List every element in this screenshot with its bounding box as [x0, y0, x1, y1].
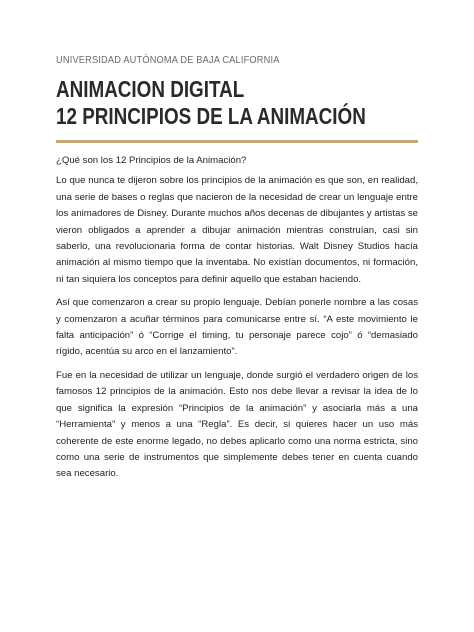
university-name: UNIVERSIDAD AUTÓNOMA DE BAJA CALIFORNIA: [56, 54, 280, 66]
document-page: [56, 54, 418, 490]
section-question: ¿Qué son los 12 Principios de la Animación?: [56, 155, 247, 166]
header-divider: [56, 140, 418, 143]
document-body: [56, 153, 418, 483]
document-subtitle: 12 PRINCIPIOS DE LA ANIMACIÓN: [56, 103, 366, 129]
document-title: ANIMACION DIGITAL: [56, 76, 245, 102]
paragraph-2: Así que comenzaron a crear su propio lenguaje. Debían ponerle nombre a las cosas y comenzaron a acuñar términos para comunicarse entre sí. “A este movimiento le falta anticipación” ó “Corrige el timing, tu personaje parece cojo” ó “demasiado rígido, acentúa su arco en el lanzamiento”.: [56, 297, 418, 358]
paragraph-3: Fue en la necesidad de utilizar un lenguaje, donde surgió el verdadero origen de los famosos 12 principios de la animación. Esto nos debe llevar a revisar la idea de lo que significa la expresión “Principios de la animación” y asociarla más a una “Herramienta” y menos a una “Regla”. Es decir, si quieres hacer un uso más coherente de este enorme legado, no debes aplicarlo como una norma estricta, sino como una serie de instrumentos que simplemente debes tener en cuenta cuando sea necesario.: [56, 369, 418, 480]
paragraph-1: Lo que nunca te dijeron sobre los principios de la animación es que son, en realidad, una serie de bases o reglas que nacieron de la necesidad de crear un lenguaje entre los animadores de Disney. Durante muchos años decenas de dibujantes y artistas se vieron obligados a aprender a dibujar animación mientras construían, casi sin saberlo, una revolucionaria forma de contar historias. Walt Disney Studios hacía animación al mismo tiempo que la inventaba. No existían documentos, ni formación, ni tan siquiera los conceptos para definir aquello que estaban haciendo.: [56, 175, 418, 285]
